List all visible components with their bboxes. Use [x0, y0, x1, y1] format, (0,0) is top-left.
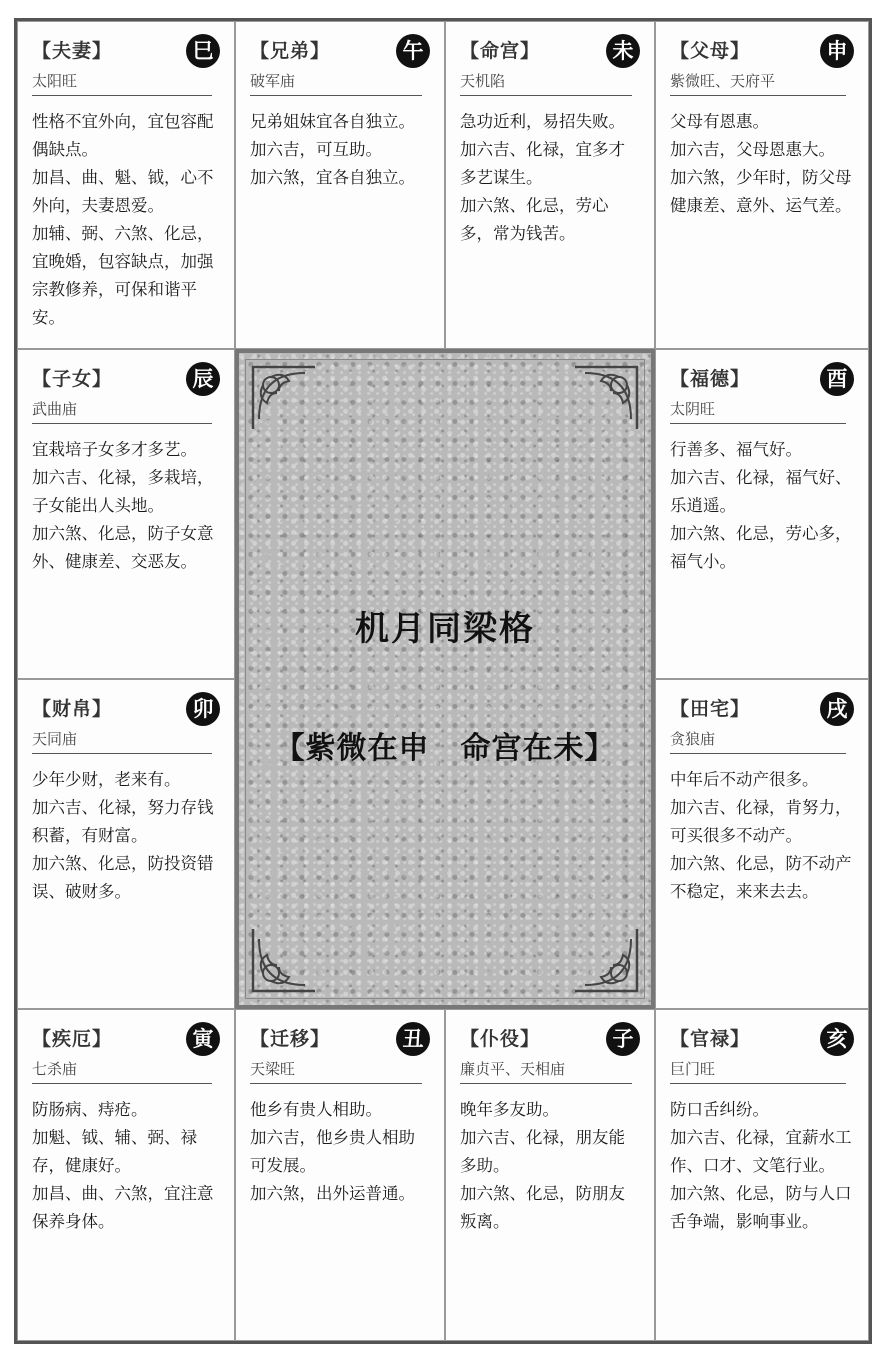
palace-text — [250, 108, 430, 192]
text-line: 加六吉，父母恩惠大。 — [670, 140, 835, 159]
text-line: 加六煞、化忌，防子女意外、健康差、交恶友。 — [32, 524, 214, 571]
text-line: 加六吉、化禄，宜多才多艺谋生。 — [460, 140, 625, 187]
branch-badge: 戌 — [820, 692, 854, 726]
text-line: 宜栽培子女多才多艺。 — [32, 440, 197, 459]
palace-stars: 武曲庙 — [32, 398, 212, 424]
palace-name: 【疾厄】 — [32, 1028, 113, 1050]
text-line: 加六吉、化禄，肯努力，可买很多不动产。 — [670, 798, 852, 845]
branch-badge: 午 — [396, 34, 430, 68]
chart-subtitle: 【紫微在申 命宫在未】 — [274, 731, 616, 766]
palace-stars: 太阴旺 — [670, 398, 846, 424]
palace-name: 【迁移】 — [250, 1028, 331, 1050]
text-line: 加六吉，他乡贵人相助可发展。 — [250, 1128, 415, 1175]
text-line: 加六吉、化禄，朋友能多助。 — [460, 1128, 625, 1175]
text-line: 父母有恩惠。 — [670, 112, 769, 131]
text-line: 加昌、曲、魁、钺，心不外向，夫妻恩爱。 — [32, 168, 214, 215]
text-line: 防口舌纠纷。 — [670, 1100, 769, 1119]
text-line: 加六吉，可互助。 — [250, 140, 382, 159]
branch-badge: 子 — [606, 1022, 640, 1056]
center-inner-border — [245, 359, 645, 999]
palace-stars: 七杀庙 — [32, 1058, 212, 1084]
palace-qianyi — [235, 1009, 445, 1341]
branch-badge: 亥 — [820, 1022, 854, 1056]
palace-name: 【田宅】 — [670, 698, 751, 720]
branch-badge: 未 — [606, 34, 640, 68]
text-line: 加六吉、化禄，宜薪水工作、口才、文笔行业。 — [670, 1128, 852, 1175]
palace-text — [670, 1096, 854, 1236]
palace-name: 【兄弟】 — [250, 40, 331, 62]
text-line: 加六煞、化忌，防投资错误、破财多。 — [32, 854, 214, 901]
text-line: 加六煞、化忌，防朋友叛离。 — [460, 1184, 625, 1231]
branch-badge: 卯 — [186, 692, 220, 726]
palace-puyi — [445, 1009, 655, 1341]
palace-fude — [655, 349, 869, 679]
palace-stars: 贪狼庙 — [670, 728, 846, 754]
palace-text — [32, 436, 220, 576]
text-line: 防肠病、痔疮。 — [32, 1100, 148, 1119]
ornament-corner-icon — [249, 925, 319, 995]
palace-stars: 太阳旺 — [32, 70, 212, 96]
palace-fuqi — [17, 21, 235, 349]
palace-text — [32, 1096, 220, 1236]
palace-name: 【子女】 — [32, 368, 113, 390]
text-line: 加六吉、化禄，福气好、乐逍遥。 — [670, 468, 852, 515]
ornament-corner-icon — [249, 363, 319, 433]
text-line: 加辅、弼、六煞、化忌，宜晚婚，包容缺点，加强宗教修养，可保和谐平安。 — [32, 224, 214, 327]
palace-text — [460, 108, 640, 248]
text-line: 他乡有贵人相助。 — [250, 1100, 382, 1119]
text-line: 少年少财，老来有。 — [32, 770, 181, 789]
palace-name: 【命宫】 — [460, 40, 541, 62]
palace-text — [670, 766, 854, 906]
palace-text — [32, 766, 220, 906]
branch-badge: 申 — [820, 34, 854, 68]
palace-zinv — [17, 349, 235, 679]
palace-text — [670, 436, 854, 576]
palace-text — [460, 1096, 640, 1236]
text-line: 加六煞、化忌，防与人口舌争端，影响事业。 — [670, 1184, 852, 1231]
palace-guanlu — [655, 1009, 869, 1341]
chart-title: 机月同梁格 — [355, 609, 535, 649]
ornament-corner-icon — [571, 363, 641, 433]
palace-stars: 天同庙 — [32, 728, 212, 754]
palace-caibo — [17, 679, 235, 1009]
palace-name: 【财帛】 — [32, 698, 113, 720]
palace-name: 【福德】 — [670, 368, 751, 390]
palace-grid — [17, 21, 869, 1341]
text-line: 加六煞、化忌，防不动产不稳定，来来去去。 — [670, 854, 852, 901]
palace-minggong — [445, 21, 655, 349]
palace-stars: 天机陷 — [460, 70, 632, 96]
palace-text — [250, 1096, 430, 1208]
palace-stars: 廉贞平、天相庙 — [460, 1058, 632, 1084]
text-line: 中年后不动产很多。 — [670, 770, 819, 789]
text-line: 兄弟姐妹宜各自独立。 — [250, 112, 415, 131]
text-line: 行善多、福气好。 — [670, 440, 802, 459]
palace-text — [670, 108, 854, 220]
branch-badge: 巳 — [186, 34, 220, 68]
palace-stars: 紫微旺、天府平 — [670, 70, 846, 96]
text-line: 加六煞，少年时，防父母健康差、意外、运气差。 — [670, 168, 852, 215]
palace-stars: 天梁旺 — [250, 1058, 422, 1084]
text-line: 性格不宜外向，宜包容配偶缺点。 — [32, 112, 214, 159]
branch-badge: 酉 — [820, 362, 854, 396]
text-line: 加六煞、化忌，劳心多，福气小。 — [670, 524, 852, 571]
text-line: 加六吉、化禄，多栽培，子女能出人头地。 — [32, 468, 214, 515]
palace-name: 【夫妻】 — [32, 40, 113, 62]
palace-jie — [17, 1009, 235, 1341]
palace-text — [32, 108, 220, 332]
palace-stars: 破军庙 — [250, 70, 422, 96]
palace-xiongdi — [235, 21, 445, 349]
palace-fumu — [655, 21, 869, 349]
palace-tianzhai — [655, 679, 869, 1009]
text-line: 加魁、钺、辅、弼、禄存，健康好。 — [32, 1128, 197, 1175]
branch-badge: 辰 — [186, 362, 220, 396]
branch-badge: 丑 — [396, 1022, 430, 1056]
text-line: 加六煞，出外运普通。 — [250, 1184, 415, 1203]
branch-badge: 寅 — [186, 1022, 220, 1056]
text-line: 加六煞，宜各自独立。 — [250, 168, 415, 187]
center-panel — [235, 349, 655, 1009]
palace-name: 【仆役】 — [460, 1028, 541, 1050]
text-line: 急功近利，易招失败。 — [460, 112, 625, 131]
text-line: 加六煞、化忌，劳心多，常为钱苦。 — [460, 196, 609, 243]
palace-stars: 巨门旺 — [670, 1058, 846, 1084]
text-line: 加六吉、化禄，努力存钱积蓄，有财富。 — [32, 798, 214, 845]
palace-name: 【父母】 — [670, 40, 751, 62]
palace-name: 【官禄】 — [670, 1028, 751, 1050]
text-line: 晚年多友助。 — [460, 1100, 559, 1119]
ornament-corner-icon — [571, 925, 641, 995]
text-line: 加昌、曲、六煞，宜注意保养身体。 — [32, 1184, 214, 1231]
